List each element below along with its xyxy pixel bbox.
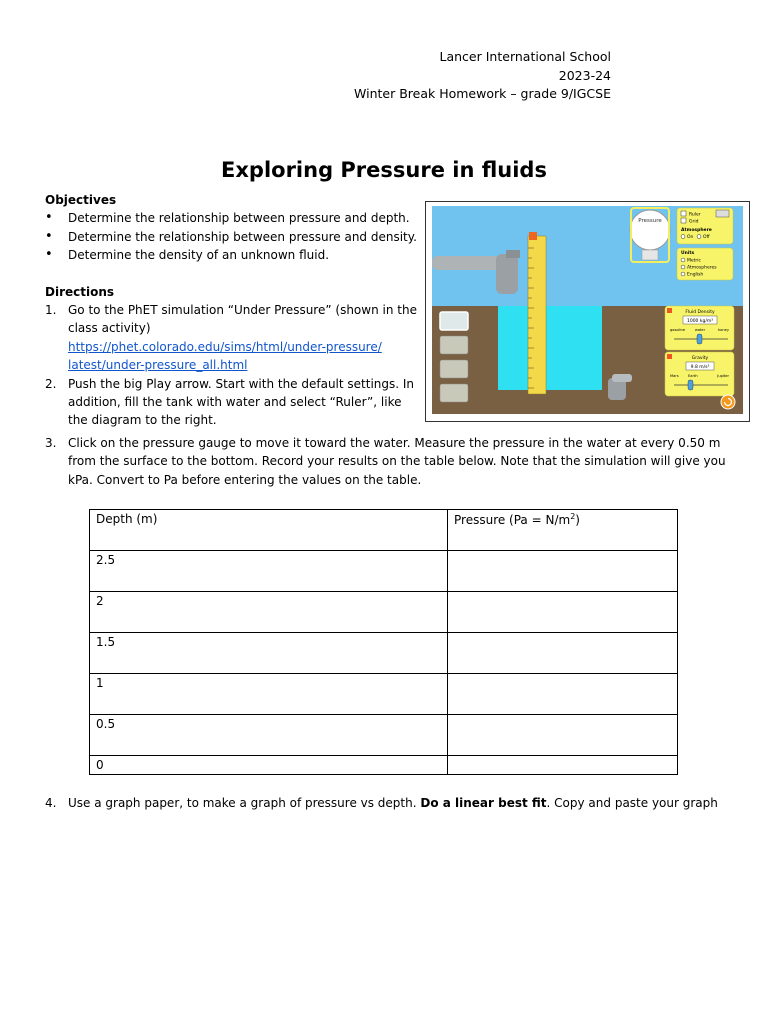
svg-text:Atmospheres: Atmospheres	[687, 265, 717, 271]
left-column	[45, 191, 417, 430]
table-row	[90, 592, 678, 633]
depth-cell: 0	[90, 756, 448, 775]
direction-step-1	[45, 301, 417, 375]
svg-text:Mars: Mars	[670, 374, 679, 378]
svg-text:Grid: Grid	[689, 219, 699, 225]
table-row	[90, 674, 678, 715]
step-number: 2.	[45, 376, 57, 391]
depth-header: Depth (m)	[90, 510, 448, 551]
faucet-pipe-icon	[432, 256, 502, 270]
school-year: 2023-24	[558, 67, 611, 83]
table-row	[90, 633, 678, 674]
svg-text:Ruler: Ruler	[689, 212, 701, 218]
depth-cell: 2.5	[90, 551, 448, 592]
depth-cell: 2	[90, 592, 448, 633]
step-text: Click on the pressure gauge to move it toward the water. Measure the pressure in the water at every 0.50 m from the surface to the bottom. Record your results on the table below. Note that the simulation will give you kPa. Convert to Pa before entering the values on the table.	[68, 436, 726, 487]
pressure-cell[interactable]	[448, 756, 678, 775]
svg-text:water: water	[694, 328, 706, 332]
step-number: 3.	[45, 436, 57, 450]
table-header-row	[90, 510, 678, 551]
ruler	[528, 236, 546, 394]
pressure-cell[interactable]	[448, 551, 678, 592]
scene-thumb-4	[440, 384, 468, 402]
svg-text:English: English	[687, 272, 704, 278]
svg-text:Earth: Earth	[688, 374, 698, 378]
step-number: 4.	[45, 796, 57, 810]
depth-cell: 1.5	[90, 633, 448, 674]
svg-text:Metric: Metric	[687, 258, 701, 264]
svg-text:Gravity: Gravity	[691, 356, 709, 361]
pressure-cell[interactable]	[448, 592, 678, 633]
ruler-close-icon	[529, 232, 537, 240]
phet-link[interactable]: https://phet.colorado.edu/sims/html/under-pressure/ latest/under-pressure_all.html	[68, 339, 382, 373]
school-name: Lancer International School	[439, 49, 611, 64]
svg-text:Off: Off	[703, 235, 710, 240]
objective-item: • Determine the relationship between pressure and density.	[45, 228, 417, 246]
svg-text:Atmosphere: Atmosphere	[681, 228, 712, 233]
scene-thumb-2	[440, 336, 468, 354]
objective-item: • Determine the relationship between pressure and depth.	[45, 209, 417, 227]
objective-item: • Determine the density of an unknown fluid.	[45, 246, 417, 264]
table-row	[90, 715, 678, 756]
objectives-heading: Objectives	[45, 193, 117, 207]
directions-heading: Directions	[45, 284, 115, 299]
table-row	[90, 756, 678, 775]
svg-text:1000 kg/m³: 1000 kg/m³	[686, 319, 714, 324]
svg-text:Jupiter: Jupiter	[717, 374, 729, 378]
water-tank	[498, 306, 602, 390]
course-line: Winter Break Homework – grade 9/IGCSE	[354, 86, 611, 101]
document-header	[354, 48, 611, 104]
pressure-gauge-icon	[630, 210, 670, 250]
gauge-label: Pressure	[638, 218, 662, 224]
step-number: 1.	[45, 303, 57, 318]
step-text: Push the big Play arrow. Start with the default settings. In addition, fill the tank with water and select “Ruler”, like the diagram to the right.	[68, 376, 415, 428]
pressure-cell[interactable]	[448, 674, 678, 715]
pressure-cell[interactable]	[448, 633, 678, 674]
direction-step-4: 4. Use a graph paper, to make a graph of pressure vs depth. Do a linear best fit. Copy and paste your graph	[45, 794, 745, 812]
svg-text:Units: Units	[681, 251, 695, 256]
depth-cell: 0.5	[90, 715, 448, 756]
svg-text:On: On	[687, 235, 694, 240]
direction-step-2	[45, 375, 417, 430]
depth-cell: 1	[90, 674, 448, 715]
direction-step-3	[45, 434, 745, 489]
svg-text:gasoline: gasoline	[670, 328, 686, 332]
scene-thumb-3	[440, 360, 468, 378]
pressure-depth-table	[89, 509, 678, 775]
svg-text:honey: honey	[717, 328, 729, 332]
page-title: Exploring Pressure in fluids	[221, 158, 547, 182]
svg-text:9.8 m/s²: 9.8 m/s²	[690, 365, 710, 370]
pressure-cell[interactable]	[448, 715, 678, 756]
faucet-spout-icon	[496, 254, 518, 294]
reset-icon	[721, 395, 735, 409]
scene-thumb-1	[440, 312, 468, 330]
step-text: Go to the PhET simulation “Under Pressure” (shown in the class activity)	[68, 303, 417, 336]
pressure-header: Pressure $(Pa = N/m^2)$	[448, 510, 678, 551]
svg-text:Fluid Density: Fluid Density	[685, 310, 715, 315]
simulation-image	[425, 201, 750, 422]
table-row	[90, 551, 678, 592]
step4-emphasis: Do a linear best fit	[420, 796, 547, 810]
